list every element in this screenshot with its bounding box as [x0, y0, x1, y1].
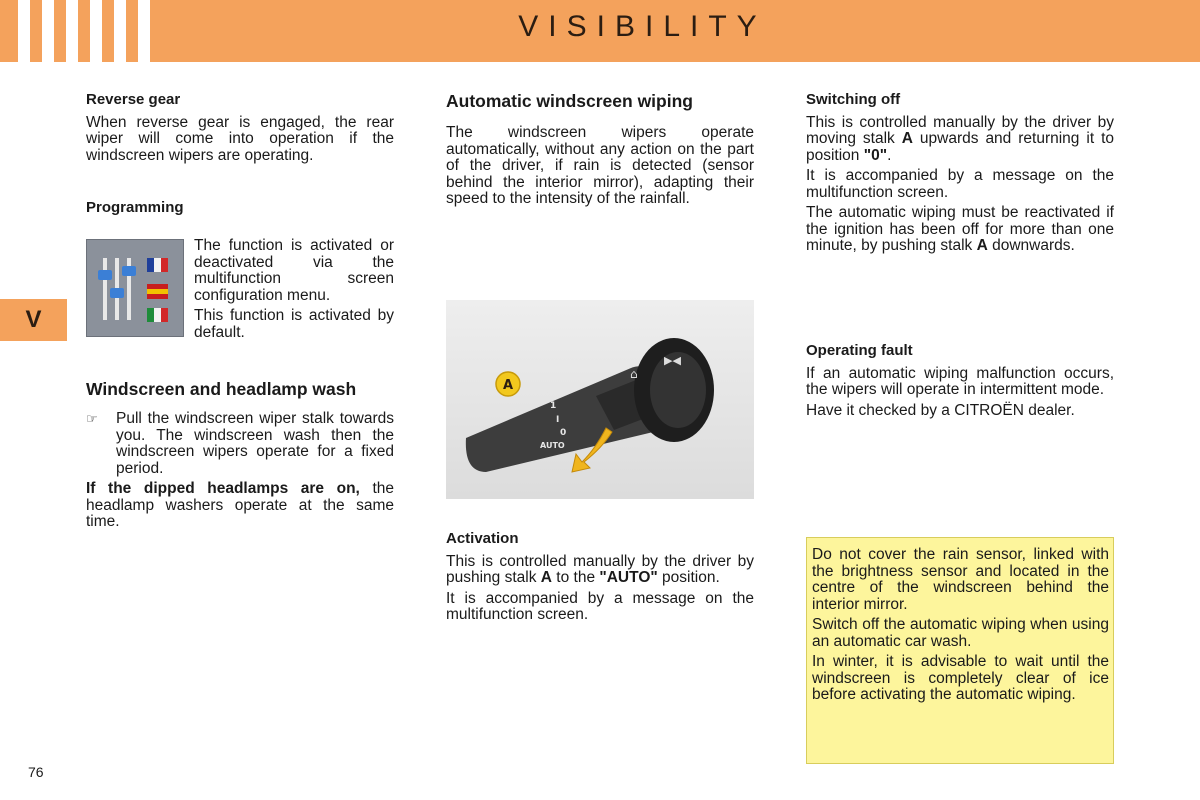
activation-section: [446, 531, 754, 628]
reverse-gear-heading: Reverse gear: [86, 91, 181, 108]
position-1-label: 1: [550, 401, 557, 411]
switching-off-section: [806, 92, 1114, 259]
switching-off-p3-text: The automatic wiping must be reactivated if the ignition has been off for more than one minute, by pushing stalk: [806, 204, 1114, 254]
wash-note-rest: the headlamp washers operate at the same time.: [86, 480, 394, 530]
switching-off-p1-text: This is controlled manually by the driver by moving stalk: [806, 113, 1114, 147]
switching-off-position-ref: "0": [863, 146, 888, 164]
operating-fault-section: [806, 343, 1114, 423]
reverse-gear-section: [86, 92, 394, 168]
programming-section: [86, 200, 394, 223]
switching-off-stalk-ref: A: [901, 130, 913, 147]
notice-p2: Switch off the automatic wiping when using an automatic car wash.: [812, 616, 1109, 650]
operating-fault-p2: Have it checked by a CITROËN dealer.: [806, 401, 1075, 419]
notice-p3: In winter, it is advisable to wait until the windscreen is completely clear of ice before activating the automatic wiping.: [812, 653, 1109, 703]
operating-fault-heading: Operating fault: [806, 342, 913, 359]
activation-p1-text: position.: [657, 569, 720, 586]
header-band: [0, 0, 1200, 62]
programming-p1: The function is activated or deactivated via the multifunction screen configuration menu.: [194, 237, 394, 304]
wash-note: [86, 481, 394, 531]
auto-wiping-heading: Automatic windscreen wiping: [446, 91, 693, 111]
activation-auto-ref: "AUTO": [599, 569, 658, 586]
notice-p1: Do not cover the rain sensor, linked with the brightness sensor and located in the centre of the windscreen behind the interior mirror.: [812, 546, 1109, 613]
switching-off-p1-text: .: [887, 146, 892, 164]
position-0-label: 0: [560, 428, 567, 438]
front-wiper-symbol: ⌒: [510, 409, 523, 423]
pointing-hand-icon: ☞: [86, 411, 98, 426]
wash-bullet: [86, 411, 394, 477]
washer-symbol: ⌂: [630, 367, 638, 381]
wash-bullet-text: Pull the windscreen wiper stalk towards you. The windscreen wash then the windscreen wipers operate for a fixed period.: [116, 410, 394, 477]
chapter-tab[interactable]: V: [0, 299, 67, 341]
wiper-stalk-icon: [446, 300, 754, 499]
wash-heading: Windscreen and headlamp wash: [86, 379, 357, 399]
switching-off-heading: Switching off: [806, 91, 901, 108]
auto-wiping-text: The windscreen wipers operate automatically, without any action on the part of the driver, if rain is detected (sensor behind the interior mirror), adapting their speed to the intensity of the rainfall.: [446, 124, 754, 207]
wash-note-lead: If the dipped headlamps are on,: [86, 480, 360, 497]
switching-off-p3: [806, 205, 1114, 255]
settings-sliders-flags-icon: [86, 239, 184, 337]
rear-wiper-symbol: ▶◀: [664, 354, 681, 367]
reverse-gear-text: When reverse gear is engaged, the rear wiper will come into operation if the windscreen wipers are operating.: [86, 113, 394, 164]
activation-p2: It is accompanied by a message on the multifunction screen.: [446, 589, 754, 623]
wash-section: [86, 380, 394, 535]
position-auto-label: AUTO: [540, 441, 565, 450]
activation-heading: Activation: [446, 530, 519, 547]
wiper-stalk-figure: [446, 300, 754, 499]
activation-p1: [446, 554, 754, 587]
position-i-label: I: [556, 415, 560, 425]
activation-stalk-ref: A: [540, 569, 552, 586]
switching-off-stalk-ref: A: [976, 237, 988, 254]
page-number: 76: [28, 764, 44, 780]
notice-text: [812, 547, 1109, 708]
switching-off-p3-text: downwards.: [987, 237, 1075, 254]
programming-heading: Programming: [86, 199, 184, 216]
switching-off-p1: [806, 115, 1114, 165]
position-2-label: 2: [542, 387, 549, 397]
page-title: VISIBILITY: [518, 10, 767, 43]
auto-wiping-section: [446, 92, 754, 212]
programming-text: [194, 238, 394, 345]
activation-p1-text: This is controlled manually by the driver by pushing stalk: [446, 552, 754, 586]
programming-p2: This function is activated by default.: [194, 307, 394, 341]
switching-off-p1-text: upwards and returning it to position: [806, 130, 1114, 164]
operating-fault-p1: If an automatic wiping malfunction occurs, the wipers will operate in intermittent mode.: [806, 364, 1114, 398]
activation-p1-text: to the: [551, 569, 600, 586]
switching-off-p2: It is accompanied by a message on the multifunction screen.: [806, 167, 1114, 201]
callout-a: A: [503, 378, 514, 393]
